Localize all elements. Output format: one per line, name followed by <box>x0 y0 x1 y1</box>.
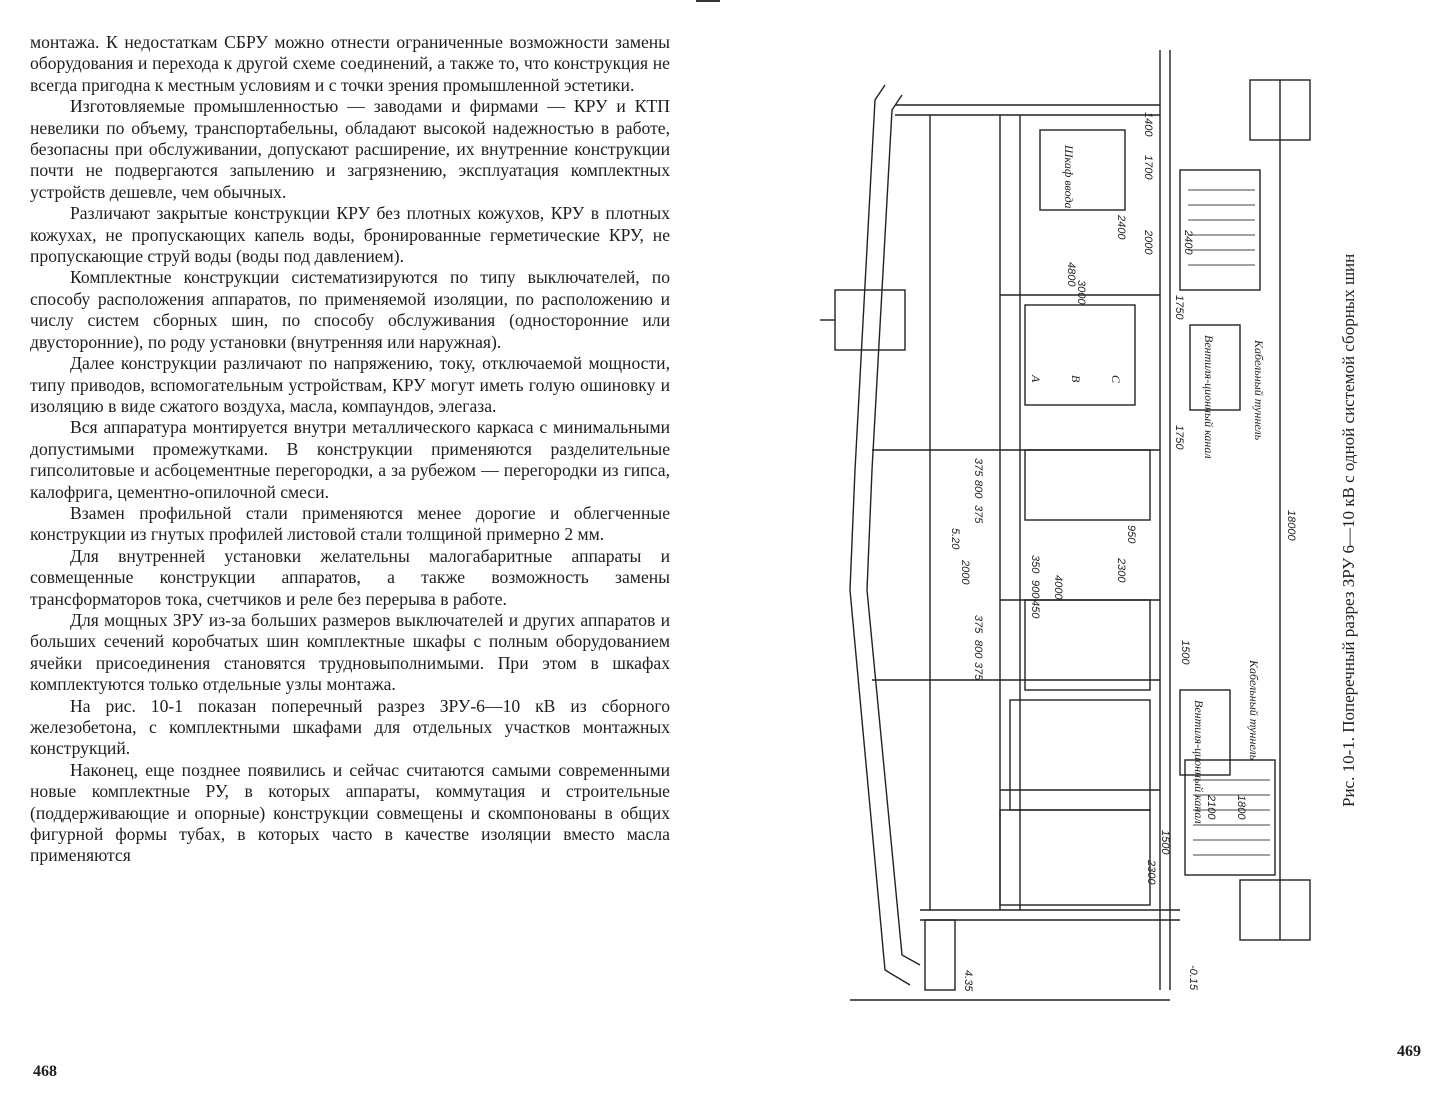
cabinet-label: Шкаф ввода <box>1062 145 1076 209</box>
dim-label: 800 <box>972 640 984 659</box>
dim-label: 2000 <box>959 560 971 585</box>
dim-label: 1500 <box>1159 830 1171 855</box>
page-number-left: 468 <box>33 1063 57 1080</box>
vent-channel-bottom-label: Вентиля-ционный канал <box>1192 700 1206 824</box>
dim-label: 2000 <box>1142 230 1154 255</box>
dim-label: 2100 <box>1205 795 1217 820</box>
dim-label: 2300 <box>1115 558 1127 583</box>
phase-c-label: С <box>1109 375 1123 384</box>
vent-channel-top-label: Вентиля-ционный канал <box>1202 335 1216 459</box>
paragraph: Далее конструкции различают по напряжению, току, отключаемой мощности, типу приводов, вспомогательным устройствам, КРУ могут иметь голую ошиновку и изоляцию в виде сжатого воздуха, масла, компаундов, элегаза. <box>30 353 670 416</box>
ventilation-pipe <box>835 290 905 350</box>
dim-label: 1700 <box>1142 155 1154 180</box>
dim-label: 4000 <box>1052 575 1064 600</box>
dim-label: 375 <box>972 505 984 524</box>
dim-label: 375 <box>972 458 984 477</box>
dim-label: 1750 <box>1173 425 1185 450</box>
dim-label: 450 <box>1029 600 1041 619</box>
paragraph: Взамен профильной стали применяются менее дорогие и облегченные конструкции из гнутых профилей листовой стали толщиной примерно 2 мм. <box>30 502 670 545</box>
dim-label: 950 <box>1125 525 1137 544</box>
dim-label: 5.20 <box>949 528 961 550</box>
input-cabinet <box>1040 130 1125 210</box>
dim-label: -0.15 <box>1187 965 1199 991</box>
dim-label: 900 <box>1029 580 1041 599</box>
dim-label: 1400 <box>1142 112 1154 137</box>
cable-tunnel-bottom-label: Кабельный туннель <box>1247 660 1261 761</box>
paragraph: Различают закрытые конструкции КРУ без плотных кожухов, КРУ в плотных кожухах, не пропускающих капель воды, бронированные герметические КРУ, не пропускающие струй воды (воды под давлением). <box>30 203 670 267</box>
dim-label: 18000 <box>1285 510 1297 541</box>
dim-label: 375 <box>972 615 984 634</box>
left-page-text <box>30 32 670 867</box>
cable-tunnel-top-label: Кабельный туннель <box>1252 340 1266 441</box>
paragraph: Для внутренней установки желательны малогабаритные аппараты и совмещенные конструкции аппаратов, а также возможность замены трансформаторов тока, счетчиков и реле без перерыва в работе. <box>30 545 670 609</box>
phase-a-label: А <box>1029 375 1043 383</box>
top-edge-mark <box>696 0 720 2</box>
cross-section-drawing <box>810 40 1340 1050</box>
dim-label: 350 <box>1029 555 1041 574</box>
dim-label: 1800 <box>1235 795 1247 820</box>
paragraph: На рис. 10-1 показан поперечный разрез ЗРУ-6—10 кВ из сборного железобетона, с комплектными шкафами для отдельных участков монтажных конструкций. <box>30 695 670 759</box>
paragraph: Вся аппаратура монтируется внутри металлического каркаса с минимальными допустимыми промежутками. В конструкции применяются разделительные гипсолитовые и асбоцементные перегородки, а за рубежом — перегородки из гипса, калофрига, цементно-опилочной смеси. <box>30 417 670 502</box>
dim-label: 2400 <box>1115 215 1127 240</box>
page-number-right: 469 <box>1397 1043 1421 1060</box>
dim-label: 4.35 <box>962 970 974 992</box>
drawing-svg <box>810 40 1340 1050</box>
figure-caption: Рис. 10-1. Поперечный разрез ЗРУ 6—10 кВ с одной системой сборных шин <box>1339 253 1358 807</box>
dim-label: 1750 <box>1173 295 1185 320</box>
dim-label: 2400 <box>1182 230 1194 255</box>
phase-b-label: В <box>1069 375 1083 383</box>
dim-label: 3000 <box>1075 280 1087 305</box>
paragraph: монтажа. К недостаткам СБРУ можно отнести ограниченные возможности замены оборудования и перехода к другой схеме соединений, а также то, что конструкция не всегда пригодна к местным условиям и с точки зрения промышленной эстетики. <box>30 32 670 95</box>
dim-label: 800 <box>972 480 984 499</box>
dim-label: 1500 <box>1179 640 1191 665</box>
dim-label: 375 <box>972 662 984 681</box>
paragraph: Комплектные конструкции систематизируются по типу выключателей, по способу расположения аппаратов, по применяемой изоляции, по расположению и числу систем сборных шин, по способу обслуживания (односторонние или двусторонние), по роду установки (внутренняя или наружная). <box>30 267 670 352</box>
paragraph: Наконец, еще позднее появились и сейчас считаются самыми современными новые комплектные РУ, в которых аппараты, коммутация и строительные (поддерживающие и опорные) конструкции совмещены и скомпонованы в общих фигурной формы тубах, в которых часто в качестве изоляции вместо масла применяются <box>30 759 670 866</box>
paragraph: Изготовляемые промышленностью — заводами и фирмами — КРУ и КТП невелики по объему, транспортабельны, обладают высокой надежностью в работе, безопасны при обслуживании, допускают расширение, их внутренние конструкции почти не подвергаются запылению и загрязнению, эксплуатация комплектных устройств дешевле, чем обычных. <box>30 96 670 202</box>
dim-label: 2300 <box>1145 860 1157 885</box>
paragraph: Для мощных ЗРУ из-за больших размеров выключателей и других аппаратов и больших сечений коробчатых шин комплектные шкафы с полным оборудованием ячейки присоединения становятся трудновыполнимыми. При этом в шкафах комплектуются только отдельные узлы монтажа. <box>30 609 670 695</box>
roof-outline <box>850 85 910 985</box>
dim-label: 4800 <box>1065 262 1077 287</box>
